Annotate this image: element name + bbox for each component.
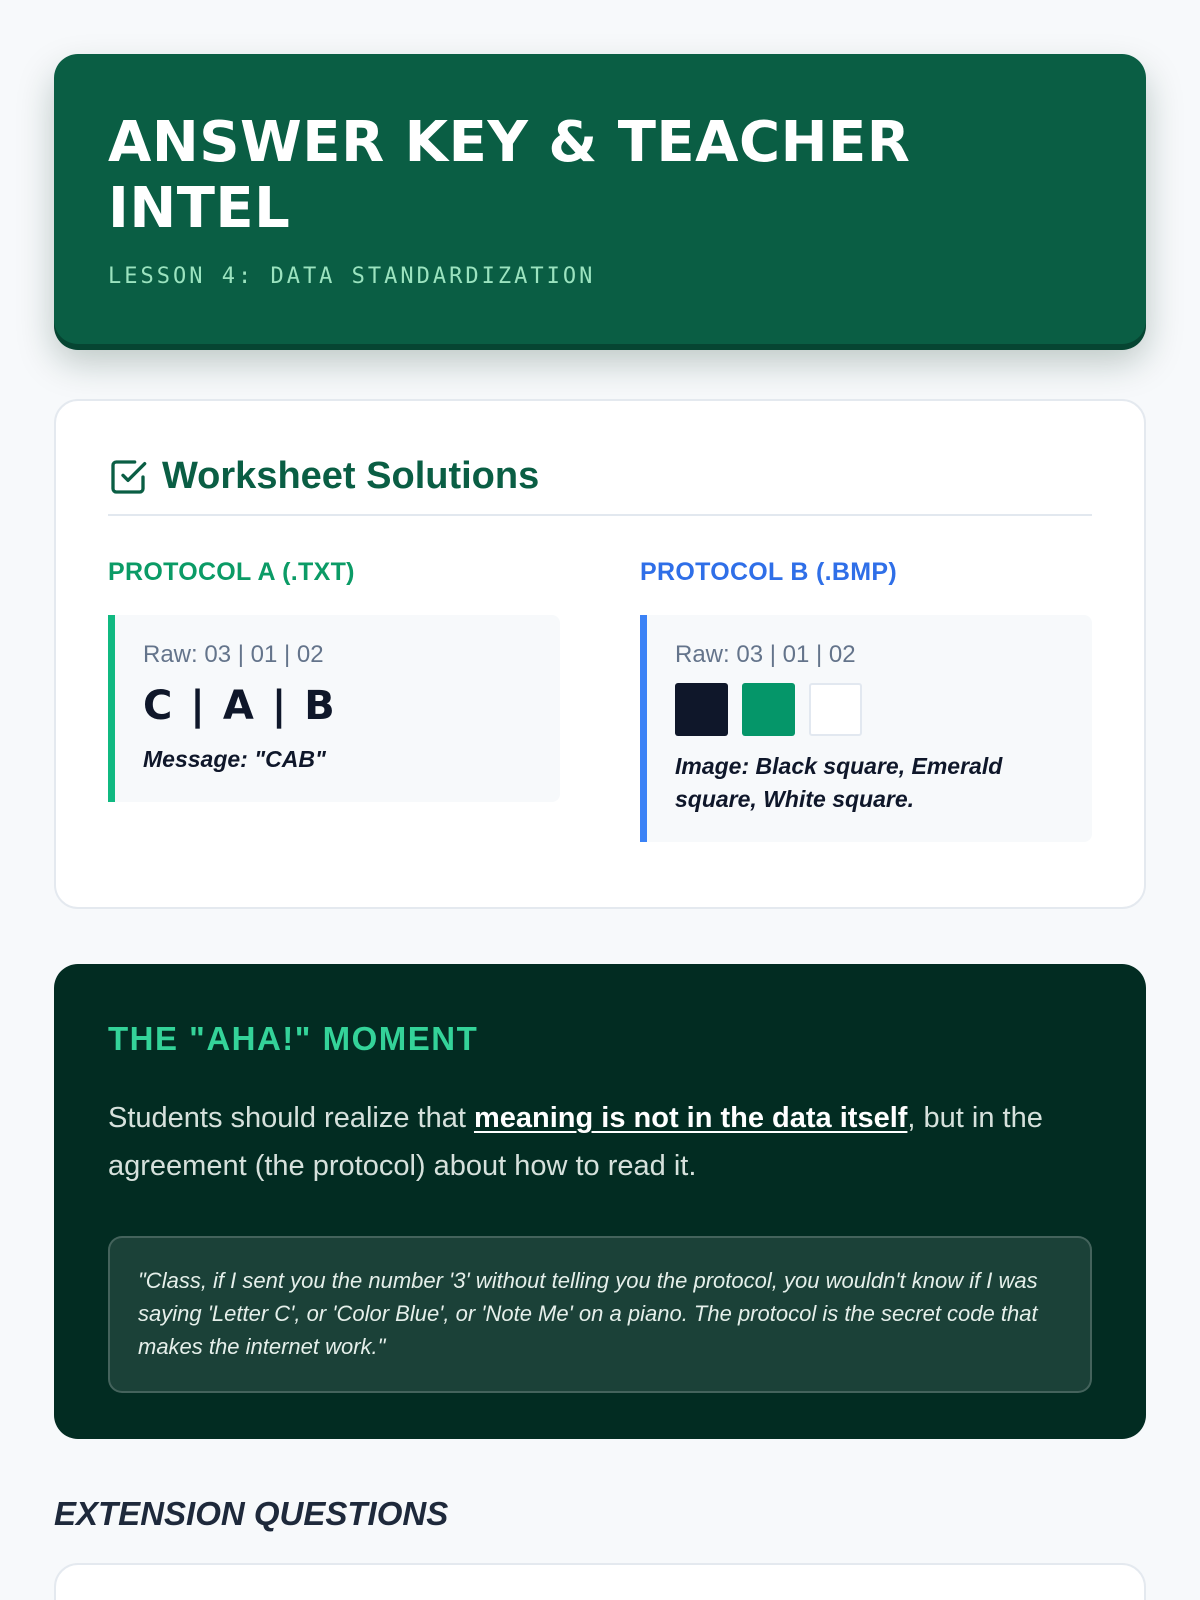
aha-text-emphasis: meaning is not in the data itself — [473, 1102, 908, 1134]
aha-text-before: Students should realize that — [108, 1102, 474, 1134]
protocol-a-column — [108, 558, 560, 842]
aha-moment-card — [54, 964, 1146, 1439]
protocol-a-message: Message: "CAB" — [143, 746, 326, 772]
protocol-a-box — [108, 615, 560, 802]
protocol-a-label: PROTOCOL A (.TXT) — [108, 558, 355, 586]
aha-title: THE "AHA!" MOMENT — [108, 1020, 479, 1057]
aha-text — [108, 1094, 1092, 1190]
protocol-columns — [108, 558, 1092, 842]
protocol-a-raw: Raw: 03 | 01 | 02 — [143, 641, 324, 668]
teacher-quote: "Class, if I sent you the number '3' without telling you the protocol, you wouldn't know if I was saying 'Letter C', or 'Color Blue', or 'Note Me' on a piano. The protocol is the secret code that makes the internet work." — [108, 1236, 1092, 1393]
protocol-b-message: Image: Black square, Emerald square, White square. — [675, 753, 1003, 812]
aha-text-after: , but in the agreement (the protocol) about how to read it. — [108, 1102, 1043, 1182]
extension-questions-card — [54, 1563, 1146, 1600]
solutions-header — [108, 455, 1092, 516]
protocol-b-swatches — [675, 683, 1066, 736]
checkbox-check-icon — [108, 457, 148, 497]
swatch-white — [809, 683, 862, 736]
protocol-b-label: PROTOCOL B (.BMP) — [640, 558, 897, 586]
solutions-title: Worksheet Solutions — [162, 455, 540, 497]
lesson-subtitle: LESSON 4: DATA STANDARDIZATION — [108, 264, 596, 289]
header-card — [54, 54, 1146, 344]
swatch-black — [675, 683, 728, 736]
protocol-b-column — [640, 558, 1092, 842]
extension-questions-title: EXTENSION QUESTIONS — [54, 1495, 449, 1532]
worksheet-solutions-card — [54, 399, 1146, 909]
protocol-b-box — [640, 615, 1092, 842]
protocol-a-decoded: C | A | B — [143, 683, 337, 729]
page-title: ANSWER KEY & TEACHER INTEL — [108, 110, 911, 241]
swatch-emerald — [742, 683, 795, 736]
protocol-b-raw: Raw: 03 | 01 | 02 — [675, 641, 856, 668]
